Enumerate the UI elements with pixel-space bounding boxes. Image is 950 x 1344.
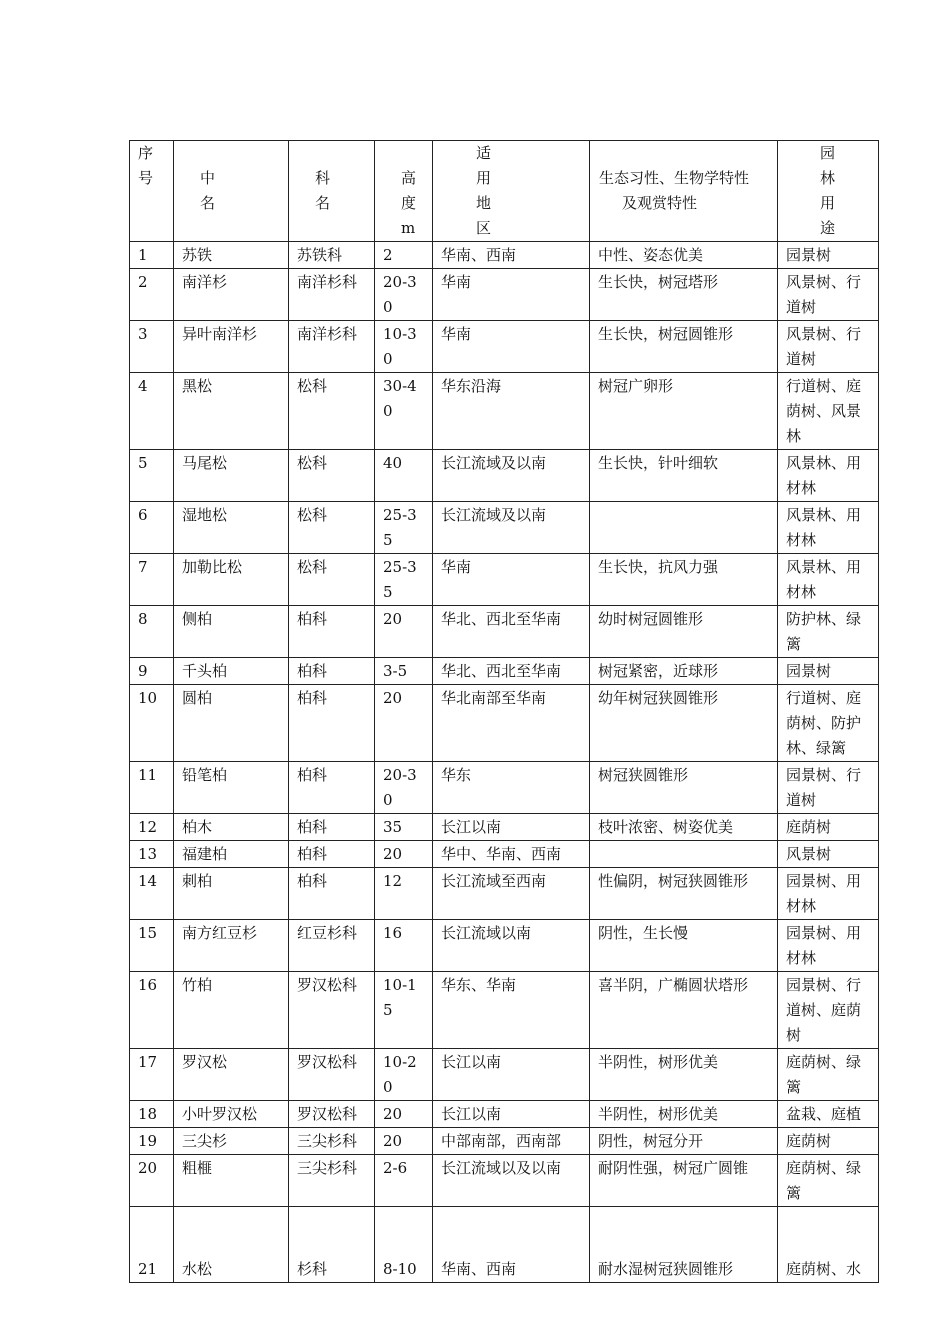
table-row bbox=[130, 685, 879, 762]
cell-traits: 枝叶浓密、树姿优美 bbox=[590, 814, 778, 841]
plant-table bbox=[129, 140, 879, 1283]
header-height: 高 度 m bbox=[375, 141, 433, 242]
cell-use: 庭荫树 bbox=[778, 814, 879, 841]
cell-use: 庭荫树、绿篱 bbox=[778, 1049, 879, 1101]
cell-region: 长江流域及以南 bbox=[433, 450, 590, 502]
cell-region: 华北、西北至华南 bbox=[433, 658, 590, 685]
cell-name: 柏木 bbox=[174, 814, 289, 841]
cell-region: 长江流域至西南 bbox=[433, 868, 590, 920]
cell-family: 南洋杉科 bbox=[289, 269, 375, 321]
cell-use: 园景树 bbox=[778, 658, 879, 685]
cell-traits: 性偏阴，树冠狭圆锥形 bbox=[590, 868, 778, 920]
table-row bbox=[130, 502, 879, 554]
cell-traits: 幼时树冠圆锥形 bbox=[590, 606, 778, 658]
cell-family: 苏铁科 bbox=[289, 242, 375, 269]
header-region: 适 用 地 区 bbox=[433, 141, 590, 242]
cell-traits: 生长快，针叶细软 bbox=[590, 450, 778, 502]
cell-traits: 生长快，树冠圆锥形 bbox=[590, 321, 778, 373]
cell-region: 长江以南 bbox=[433, 814, 590, 841]
cell-name: 罗汉松 bbox=[174, 1049, 289, 1101]
cell-use: 园景树、行道树 bbox=[778, 762, 879, 814]
cell-family: 柏科 bbox=[289, 606, 375, 658]
cell-no: 14 bbox=[130, 868, 174, 920]
cell-height: 20 bbox=[375, 1101, 433, 1128]
cell-no: 15 bbox=[130, 920, 174, 972]
table-row bbox=[130, 1207, 879, 1283]
cell-no: 6 bbox=[130, 502, 174, 554]
cell-region: 华南、西南 bbox=[433, 242, 590, 269]
cell-name: 侧柏 bbox=[174, 606, 289, 658]
cell-height: 35 bbox=[375, 814, 433, 841]
header-name: 中 名 bbox=[174, 141, 289, 242]
cell-name: 湿地松 bbox=[174, 502, 289, 554]
cell-region: 华东 bbox=[433, 762, 590, 814]
cell-family: 南洋杉科 bbox=[289, 321, 375, 373]
cell-use: 风景林、用材林 bbox=[778, 554, 879, 606]
cell-traits: 树冠紧密，近球形 bbox=[590, 658, 778, 685]
cell-name: 南洋杉 bbox=[174, 269, 289, 321]
cell-traits: 阴性，树冠分开 bbox=[590, 1128, 778, 1155]
cell-use: 庭荫树、绿篱 bbox=[778, 1155, 879, 1207]
cell-region: 华北、西北至华南 bbox=[433, 606, 590, 658]
cell-no: 11 bbox=[130, 762, 174, 814]
cell-region: 长江以南 bbox=[433, 1101, 590, 1128]
cell-name: 苏铁 bbox=[174, 242, 289, 269]
cell-no: 12 bbox=[130, 814, 174, 841]
cell-height: 12 bbox=[375, 868, 433, 920]
cell-no: 4 bbox=[130, 373, 174, 450]
cell-height: 40 bbox=[375, 450, 433, 502]
cell-region: 华东沿海 bbox=[433, 373, 590, 450]
cell-use: 行道树、庭荫树、风景林 bbox=[778, 373, 879, 450]
table-row bbox=[130, 1128, 879, 1155]
cell-family: 罗汉松科 bbox=[289, 1101, 375, 1128]
cell-use: 庭荫树、水 bbox=[778, 1207, 879, 1283]
cell-height: 20 bbox=[375, 606, 433, 658]
cell-family: 三尖杉科 bbox=[289, 1128, 375, 1155]
cell-name: 异叶南洋杉 bbox=[174, 321, 289, 373]
cell-height: 3-5 bbox=[375, 658, 433, 685]
cell-height: 2-6 bbox=[375, 1155, 433, 1207]
cell-traits: 树冠广卵形 bbox=[590, 373, 778, 450]
table-row bbox=[130, 321, 879, 373]
cell-no: 13 bbox=[130, 841, 174, 868]
table-row bbox=[130, 658, 879, 685]
header-use: 园 林 用 途 bbox=[778, 141, 879, 242]
cell-no: 2 bbox=[130, 269, 174, 321]
table-body bbox=[130, 242, 879, 1283]
cell-no: 21 bbox=[130, 1207, 174, 1283]
cell-height: 20-30 bbox=[375, 269, 433, 321]
cell-traits bbox=[590, 502, 778, 554]
cell-height: 25-35 bbox=[375, 554, 433, 606]
cell-region: 长江流域及以南 bbox=[433, 502, 590, 554]
cell-family: 松科 bbox=[289, 502, 375, 554]
cell-name: 马尾松 bbox=[174, 450, 289, 502]
cell-traits bbox=[590, 841, 778, 868]
cell-no: 7 bbox=[130, 554, 174, 606]
cell-region: 华南 bbox=[433, 321, 590, 373]
cell-family: 松科 bbox=[289, 554, 375, 606]
cell-use: 园景树 bbox=[778, 242, 879, 269]
cell-height: 2 bbox=[375, 242, 433, 269]
cell-name: 黑松 bbox=[174, 373, 289, 450]
cell-height: 25-35 bbox=[375, 502, 433, 554]
cell-use: 盆栽、庭植 bbox=[778, 1101, 879, 1128]
cell-family: 柏科 bbox=[289, 658, 375, 685]
cell-region: 华南、西南 bbox=[433, 1207, 590, 1283]
cell-use: 风景树、行道树 bbox=[778, 321, 879, 373]
cell-name: 南方红豆杉 bbox=[174, 920, 289, 972]
cell-family: 柏科 bbox=[289, 868, 375, 920]
table-row bbox=[130, 269, 879, 321]
cell-traits: 喜半阴，广椭圆状塔形 bbox=[590, 972, 778, 1049]
table-row bbox=[130, 242, 879, 269]
cell-name: 粗榧 bbox=[174, 1155, 289, 1207]
table-row bbox=[130, 762, 879, 814]
cell-traits: 树冠狭圆锥形 bbox=[590, 762, 778, 814]
cell-region: 中部南部，西南部 bbox=[433, 1128, 590, 1155]
cell-family: 红豆杉科 bbox=[289, 920, 375, 972]
cell-family: 柏科 bbox=[289, 841, 375, 868]
cell-traits: 中性、姿态优美 bbox=[590, 242, 778, 269]
cell-family: 松科 bbox=[289, 373, 375, 450]
cell-family: 罗汉松科 bbox=[289, 972, 375, 1049]
cell-region: 华南 bbox=[433, 269, 590, 321]
cell-no: 1 bbox=[130, 242, 174, 269]
cell-no: 3 bbox=[130, 321, 174, 373]
cell-height: 8-10 bbox=[375, 1207, 433, 1283]
cell-use: 园景树、用材林 bbox=[778, 868, 879, 920]
cell-height: 20 bbox=[375, 685, 433, 762]
table-header bbox=[130, 141, 879, 242]
cell-name: 水松 bbox=[174, 1207, 289, 1283]
cell-no: 20 bbox=[130, 1155, 174, 1207]
cell-name: 加勒比松 bbox=[174, 554, 289, 606]
cell-use: 行道树、庭荫树、防护林、绿篱 bbox=[778, 685, 879, 762]
header-family: 科 名 bbox=[289, 141, 375, 242]
table-row bbox=[130, 920, 879, 972]
cell-no: 19 bbox=[130, 1128, 174, 1155]
cell-height: 10-20 bbox=[375, 1049, 433, 1101]
cell-use: 风景树、行道树 bbox=[778, 269, 879, 321]
cell-height: 10-30 bbox=[375, 321, 433, 373]
cell-region: 华东、华南 bbox=[433, 972, 590, 1049]
cell-no: 5 bbox=[130, 450, 174, 502]
table-row bbox=[130, 814, 879, 841]
cell-family: 柏科 bbox=[289, 685, 375, 762]
cell-name: 福建柏 bbox=[174, 841, 289, 868]
header-traits: 生态习性、生物学特性 及观赏特性 bbox=[590, 141, 778, 242]
table-row bbox=[130, 1155, 879, 1207]
cell-name: 刺柏 bbox=[174, 868, 289, 920]
cell-use: 风景林、用材林 bbox=[778, 450, 879, 502]
cell-use: 园景树、行道树、庭荫树 bbox=[778, 972, 879, 1049]
table-row bbox=[130, 868, 879, 920]
cell-region: 长江流域以南 bbox=[433, 920, 590, 972]
table-row bbox=[130, 841, 879, 868]
cell-traits: 阴性，生长慢 bbox=[590, 920, 778, 972]
cell-use: 园景树、用材林 bbox=[778, 920, 879, 972]
cell-name: 圆柏 bbox=[174, 685, 289, 762]
cell-height: 20-30 bbox=[375, 762, 433, 814]
cell-name: 竹柏 bbox=[174, 972, 289, 1049]
cell-region: 华北南部至华南 bbox=[433, 685, 590, 762]
cell-no: 10 bbox=[130, 685, 174, 762]
cell-no: 16 bbox=[130, 972, 174, 1049]
cell-name: 铅笔柏 bbox=[174, 762, 289, 814]
cell-traits: 半阴性，树形优美 bbox=[590, 1049, 778, 1101]
cell-use: 防护林、绿篱 bbox=[778, 606, 879, 658]
table-row bbox=[130, 450, 879, 502]
cell-region: 长江以南 bbox=[433, 1049, 590, 1101]
cell-traits: 耐阴性强，树冠广圆锥 bbox=[590, 1155, 778, 1207]
cell-use: 庭荫树 bbox=[778, 1128, 879, 1155]
cell-family: 柏科 bbox=[289, 814, 375, 841]
cell-family: 柏科 bbox=[289, 762, 375, 814]
cell-family: 三尖杉科 bbox=[289, 1155, 375, 1207]
table-row bbox=[130, 1049, 879, 1101]
table-row bbox=[130, 554, 879, 606]
cell-traits: 耐水湿树冠狭圆锥形 bbox=[590, 1207, 778, 1283]
table-row bbox=[130, 606, 879, 658]
cell-no: 17 bbox=[130, 1049, 174, 1101]
cell-use: 风景树 bbox=[778, 841, 879, 868]
cell-height: 16 bbox=[375, 920, 433, 972]
header-no: 序 号 bbox=[130, 141, 174, 242]
cell-family: 杉科 bbox=[289, 1207, 375, 1283]
cell-traits: 半阴性，树形优美 bbox=[590, 1101, 778, 1128]
cell-family: 罗汉松科 bbox=[289, 1049, 375, 1101]
cell-no: 8 bbox=[130, 606, 174, 658]
cell-traits: 生长快，抗风力强 bbox=[590, 554, 778, 606]
cell-height: 20 bbox=[375, 841, 433, 868]
cell-region: 华南 bbox=[433, 554, 590, 606]
table-row bbox=[130, 373, 879, 450]
table-row bbox=[130, 1101, 879, 1128]
cell-height: 20 bbox=[375, 1128, 433, 1155]
cell-name: 小叶罗汉松 bbox=[174, 1101, 289, 1128]
cell-height: 30-40 bbox=[375, 373, 433, 450]
cell-name: 千头柏 bbox=[174, 658, 289, 685]
table-row bbox=[130, 972, 879, 1049]
cell-region: 华中、华南、西南 bbox=[433, 841, 590, 868]
cell-use: 风景林、用材林 bbox=[778, 502, 879, 554]
cell-family: 松科 bbox=[289, 450, 375, 502]
cell-traits: 生长快，树冠塔形 bbox=[590, 269, 778, 321]
cell-no: 18 bbox=[130, 1101, 174, 1128]
cell-traits: 幼年树冠狭圆锥形 bbox=[590, 685, 778, 762]
cell-name: 三尖杉 bbox=[174, 1128, 289, 1155]
cell-height: 10-15 bbox=[375, 972, 433, 1049]
cell-region: 长江流域以及以南 bbox=[433, 1155, 590, 1207]
cell-no: 9 bbox=[130, 658, 174, 685]
